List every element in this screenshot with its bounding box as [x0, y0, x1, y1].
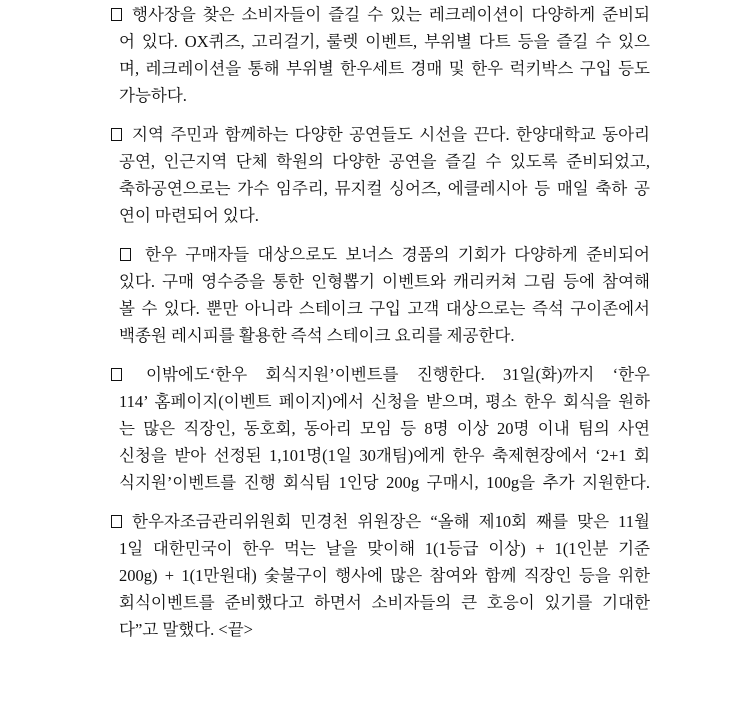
- line-text: 행사장을 찾은 소비자들이 즐길 수 있는 레크레이션이 다양하게 준비되: [132, 5, 650, 24]
- paragraph-line: [111, 322, 650, 349]
- paragraph-line: [111, 268, 650, 295]
- paragraph-line: [111, 388, 650, 415]
- line-text: 1일 대한민국이 한우 먹는 날을 맞이해 1(1등급 이상) + 1(1인분 기준: [119, 539, 650, 558]
- line-text: 신청을 받아 선정된 1,101명(1일 30개팀)에게 한우 축제현장에서 ‘2+1 회: [119, 446, 650, 465]
- line-text: 는 많은 직장인, 동호회, 동아리 모임 등 8명 이상 20명 이내 팀의 사연: [119, 419, 650, 438]
- paragraph-line: [111, 121, 650, 148]
- line-text: 볼 수 있다. 뿐만 아니라 스테이크 구입 고객 대상으로는 즉석 구이존에서: [119, 299, 650, 318]
- paragraph-line: [111, 562, 650, 589]
- paragraph-line: [111, 616, 650, 643]
- square-bullet-icon: [111, 128, 122, 141]
- square-bullet-icon: [120, 248, 131, 261]
- paragraph-line: [111, 202, 650, 229]
- paragraph-line: [111, 175, 650, 202]
- line-text: 가능하다.: [119, 86, 187, 105]
- paragraph-line: [111, 415, 650, 442]
- paragraph-line: [111, 28, 650, 55]
- paragraph-line: [111, 148, 650, 175]
- paragraph: [111, 241, 650, 349]
- line-text: 며, 레크레이션을 통해 부위별 한우세트 경매 및 한우 럭키박스 구입 등도: [119, 59, 650, 78]
- line-text: 어 있다. OX퀴즈, 고리걸기, 룰렛 이벤트, 부위별 다트 등을 즐길 수 있으: [119, 32, 650, 51]
- paragraph-line: [111, 295, 650, 322]
- square-bullet-icon: [111, 368, 122, 381]
- line-text: 축하공연으로는 가수 임주리, 뮤지컬 싱어즈, 에클레시아 등 매일 축하 공: [119, 179, 650, 198]
- line-text: 지역 주민과 함께하는 다양한 공연들도 시선을 끈다. 한양대학교 동아리: [132, 125, 650, 144]
- square-bullet-icon: [111, 8, 122, 21]
- line-text: 한우 구매자들 대상으로도 보너스 경품의 기회가 다양하게 준비되어: [145, 245, 650, 264]
- paragraph-line: [111, 241, 650, 268]
- paragraph-line: [111, 508, 650, 535]
- paragraph-line: [111, 82, 650, 109]
- paragraph: [111, 361, 650, 496]
- square-bullet-icon: [111, 515, 122, 528]
- paragraph-line: [111, 442, 650, 469]
- paragraph: [111, 508, 650, 643]
- paragraph-line: [111, 589, 650, 616]
- paragraph-line: [111, 55, 650, 82]
- line-text: 공연, 인근지역 단체 학원의 다양한 공연을 즐길 수 있도록 준비되었고,: [119, 152, 650, 171]
- line-text: 있다. 구매 영수증을 통한 인형뽑기 이벤트와 캐리커쳐 그림 등에 참여해: [119, 272, 650, 291]
- line-text: 다”고 말했다. <끝>: [119, 620, 253, 639]
- line-text: 200g) + 1(1만원대) 숯불구이 행사에 많은 참여와 함께 직장인 등을 위한: [119, 566, 650, 585]
- paragraph-line: [111, 1, 650, 28]
- line-text: 식지원’이벤트를 진행 회식팀 1인당 200g 구매시, 100g을 추가 지원한다.: [119, 473, 650, 492]
- paragraph-line: [111, 469, 650, 496]
- line-text: 백종원 레시피를 활용한 즉석 스테이크 요리를 제공한다.: [119, 326, 515, 345]
- line-text: 114’ 홈페이지(이벤트 페이지)에서 신청을 받으며, 평소 한우 회식을 원하: [119, 392, 650, 411]
- line-text: 한우자조금관리위원회 민경천 위원장은 “올해 제10회 째를 맞은 11월: [132, 512, 650, 531]
- paragraph: [111, 1, 650, 109]
- paragraph-line: [111, 535, 650, 562]
- line-text: 이밖에도‘한우 회식지원’이벤트를 진행한다. 31일(화)까지 ‘한우: [146, 365, 650, 384]
- paragraph-line: [111, 361, 650, 388]
- line-text: 회식이벤트를 준비했다고 하면서 소비자들의 큰 호응이 있기를 기대한: [119, 593, 650, 612]
- line-text: 연이 마련되어 있다.: [119, 206, 259, 225]
- paragraph: [111, 121, 650, 229]
